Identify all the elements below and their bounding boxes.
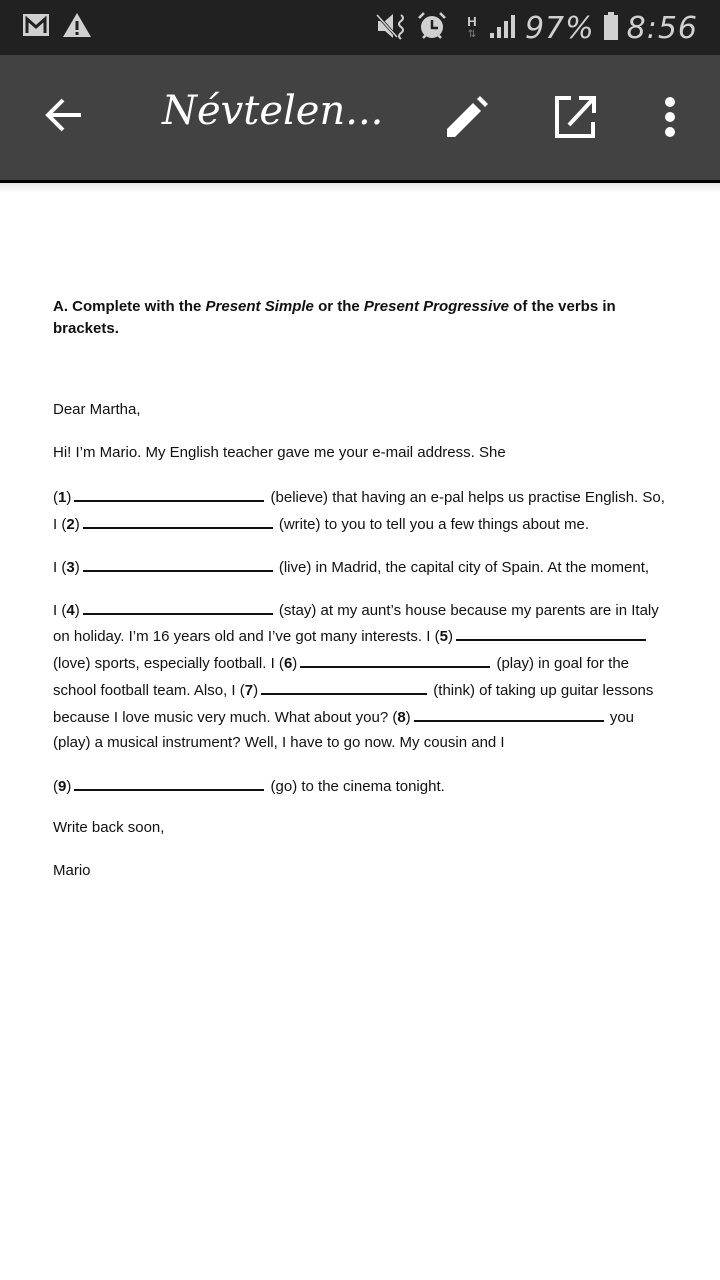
answer-blank-3[interactable] [83, 556, 273, 572]
exercise-line-7: school football team. Also, I (7) (think) of taking up guitar lessons [53, 679, 653, 701]
exercise-line-9: (9) (go) to the cinema tonight. [53, 775, 445, 797]
continuation-line: (play) a musical instrument? Well, I have to go now. My cousin and I [53, 734, 505, 751]
closing: Write back soon, [53, 819, 165, 836]
answer-blank-1[interactable] [74, 486, 264, 502]
item-number: 9 [58, 778, 67, 795]
item-number: 1 [58, 489, 67, 506]
answer-blank-2[interactable] [83, 513, 273, 529]
clock: 8:56 [626, 10, 698, 46]
warning-icon [62, 12, 92, 43]
tense-present-progressive: Present Progressive [363, 298, 509, 315]
exercise-line-2: I (2) (write) to you to tell you a few things about me. [53, 513, 589, 535]
item-number: 6 [283, 655, 293, 672]
open-external-button[interactable] [548, 92, 602, 146]
instruction-heading: A. Complete with the Present Simple or the Present Progressive of the verbs in [53, 298, 616, 315]
instruction-heading-line2: brackets. [53, 320, 119, 337]
exercise-line-3: I (3) (live) in Madrid, the capital city of Spain. At the moment, [53, 556, 649, 578]
item-number: 3 [66, 559, 75, 576]
more-options-button[interactable] [646, 92, 694, 146]
item-number: 5 [439, 628, 448, 645]
answer-blank-9[interactable] [74, 775, 264, 791]
edit-button[interactable] [440, 92, 494, 146]
exercise-line-5: on holiday. I’m 16 years old and I’ve got many interests. I (5) [53, 625, 648, 647]
answer-blank-6[interactable] [300, 652, 490, 668]
exercise-line-1: (1) (believe) that having an e-pal helps us practise English. So, [53, 486, 665, 508]
document-title: Névtelen... [162, 88, 384, 134]
battery-icon [603, 11, 619, 46]
signal-icon [489, 13, 517, 44]
item-number: 7 [244, 682, 254, 699]
open-in-new-icon [553, 95, 597, 144]
alarm-icon [417, 11, 447, 46]
signature: Mario [53, 862, 91, 879]
item-number: 4 [66, 602, 75, 619]
battery-percent: 97% [524, 10, 595, 46]
exercise-line-4: I (4) (stay) at my aunt’s house because my parents are in Italy [53, 599, 659, 621]
status-bar [0, 0, 720, 55]
more-vert-icon [664, 96, 676, 143]
answer-blank-8[interactable] [414, 706, 604, 722]
exercise-line-8: because I love music very much. What about you? (8) you [53, 706, 634, 728]
network-type-label: H [467, 14, 477, 29]
item-number: 8 [397, 709, 406, 726]
arrow-left-icon [43, 97, 83, 138]
greeting: Dear Martha, [53, 401, 141, 418]
item-number: 2 [66, 516, 75, 533]
answer-blank-4[interactable] [83, 599, 273, 615]
answer-blank-7[interactable] [261, 679, 427, 695]
back-button[interactable] [38, 92, 88, 142]
exercise-line-6: (love) sports, especially football. I (6) (play) in goal for the [53, 652, 629, 674]
pencil-icon [445, 95, 489, 144]
gmail-icon [22, 12, 50, 43]
answer-blank-5[interactable] [456, 625, 646, 641]
intro-line: Hi! I’m Mario. My English teacher gave me your e-mail address. She [53, 444, 506, 461]
tense-present-simple: Present Simple [205, 298, 314, 315]
network-h-icon: H ⇅ [467, 14, 477, 40]
vibrate-mute-icon [375, 11, 409, 46]
toolbar-shadow [0, 183, 720, 193]
